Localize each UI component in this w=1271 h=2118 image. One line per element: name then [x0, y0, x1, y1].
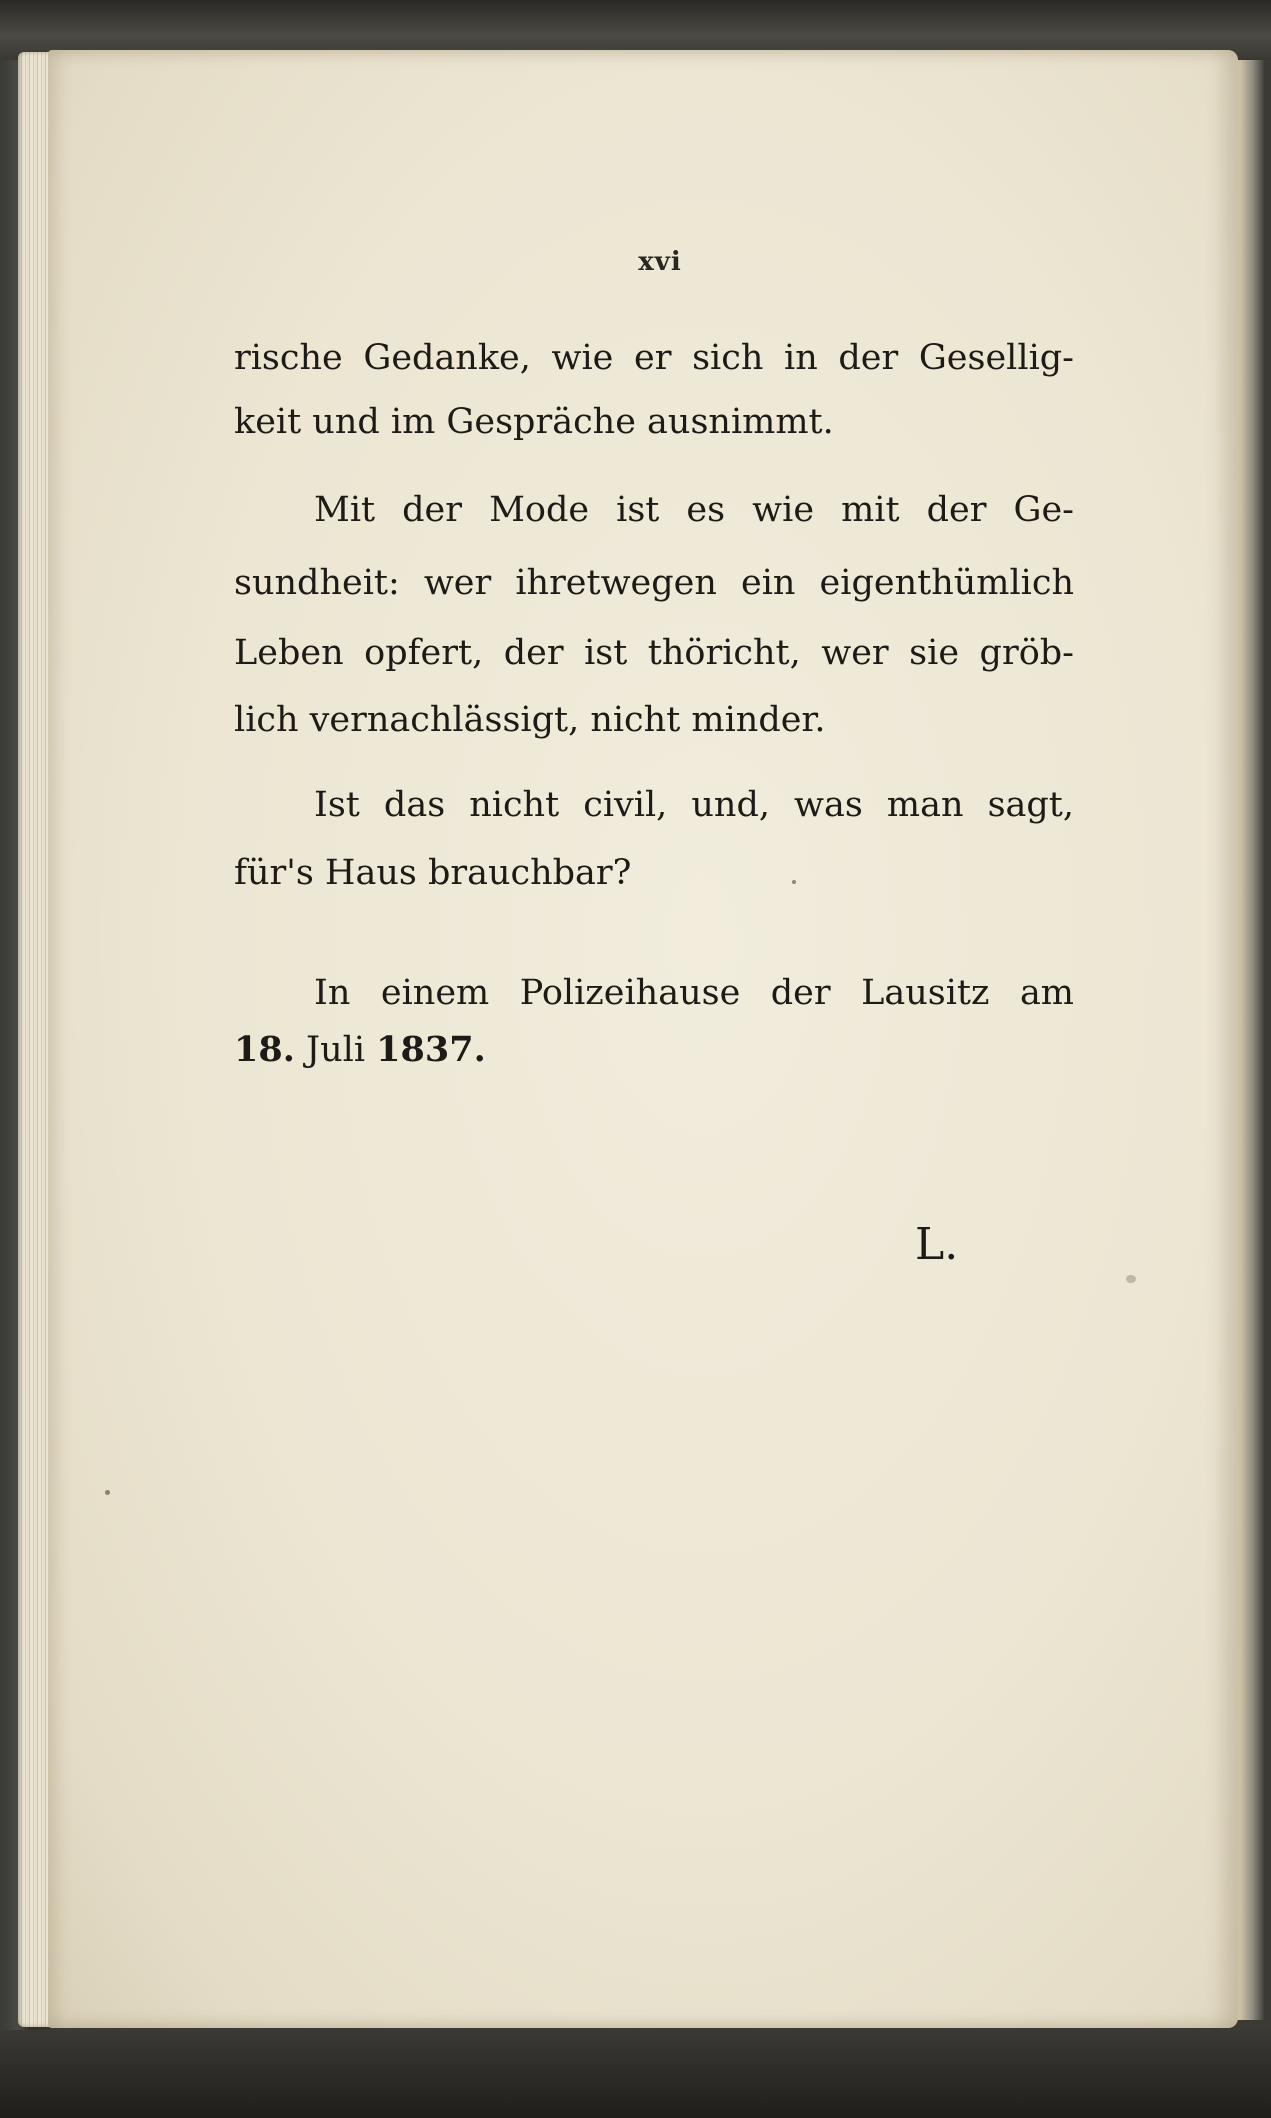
page-number: xvi — [638, 247, 682, 277]
text-line-7: Ist das nicht civil, und, was man sagt, — [314, 785, 1074, 825]
text-line-8: für's Haus brauchbar? — [234, 853, 632, 893]
date-month: Juli — [306, 1030, 366, 1070]
text-line-3: Mit der Mode ist es wie mit der Ge- — [314, 490, 1074, 530]
text-line-5: Leben opfert, der ist thöricht, wer sie gröb- — [234, 633, 1074, 673]
date-year: 1837. — [376, 1029, 486, 1070]
binding-bottom-edge — [0, 2030, 1271, 2118]
signature-initial: L. — [915, 1219, 959, 1270]
text-line-9: In einem Polizeihause der Lausitz am — [314, 973, 1074, 1013]
paper-speck — [792, 880, 796, 884]
text-line-6: lich vernachlässigt, nicht minder. — [234, 700, 826, 740]
text-line-1: rische Gedanke, wie er sich in der Gesellig- — [234, 338, 1074, 378]
date-line — [234, 1025, 1074, 1075]
text-line-4: sundheit: wer ihretwegen ein eigenthümlich — [234, 563, 1074, 603]
paper-speck — [105, 1490, 110, 1495]
date-day: 18. — [234, 1029, 295, 1070]
paper-speck — [1126, 1275, 1136, 1283]
text-line-2: keit und im Gespräche ausnimmt. — [234, 402, 834, 442]
